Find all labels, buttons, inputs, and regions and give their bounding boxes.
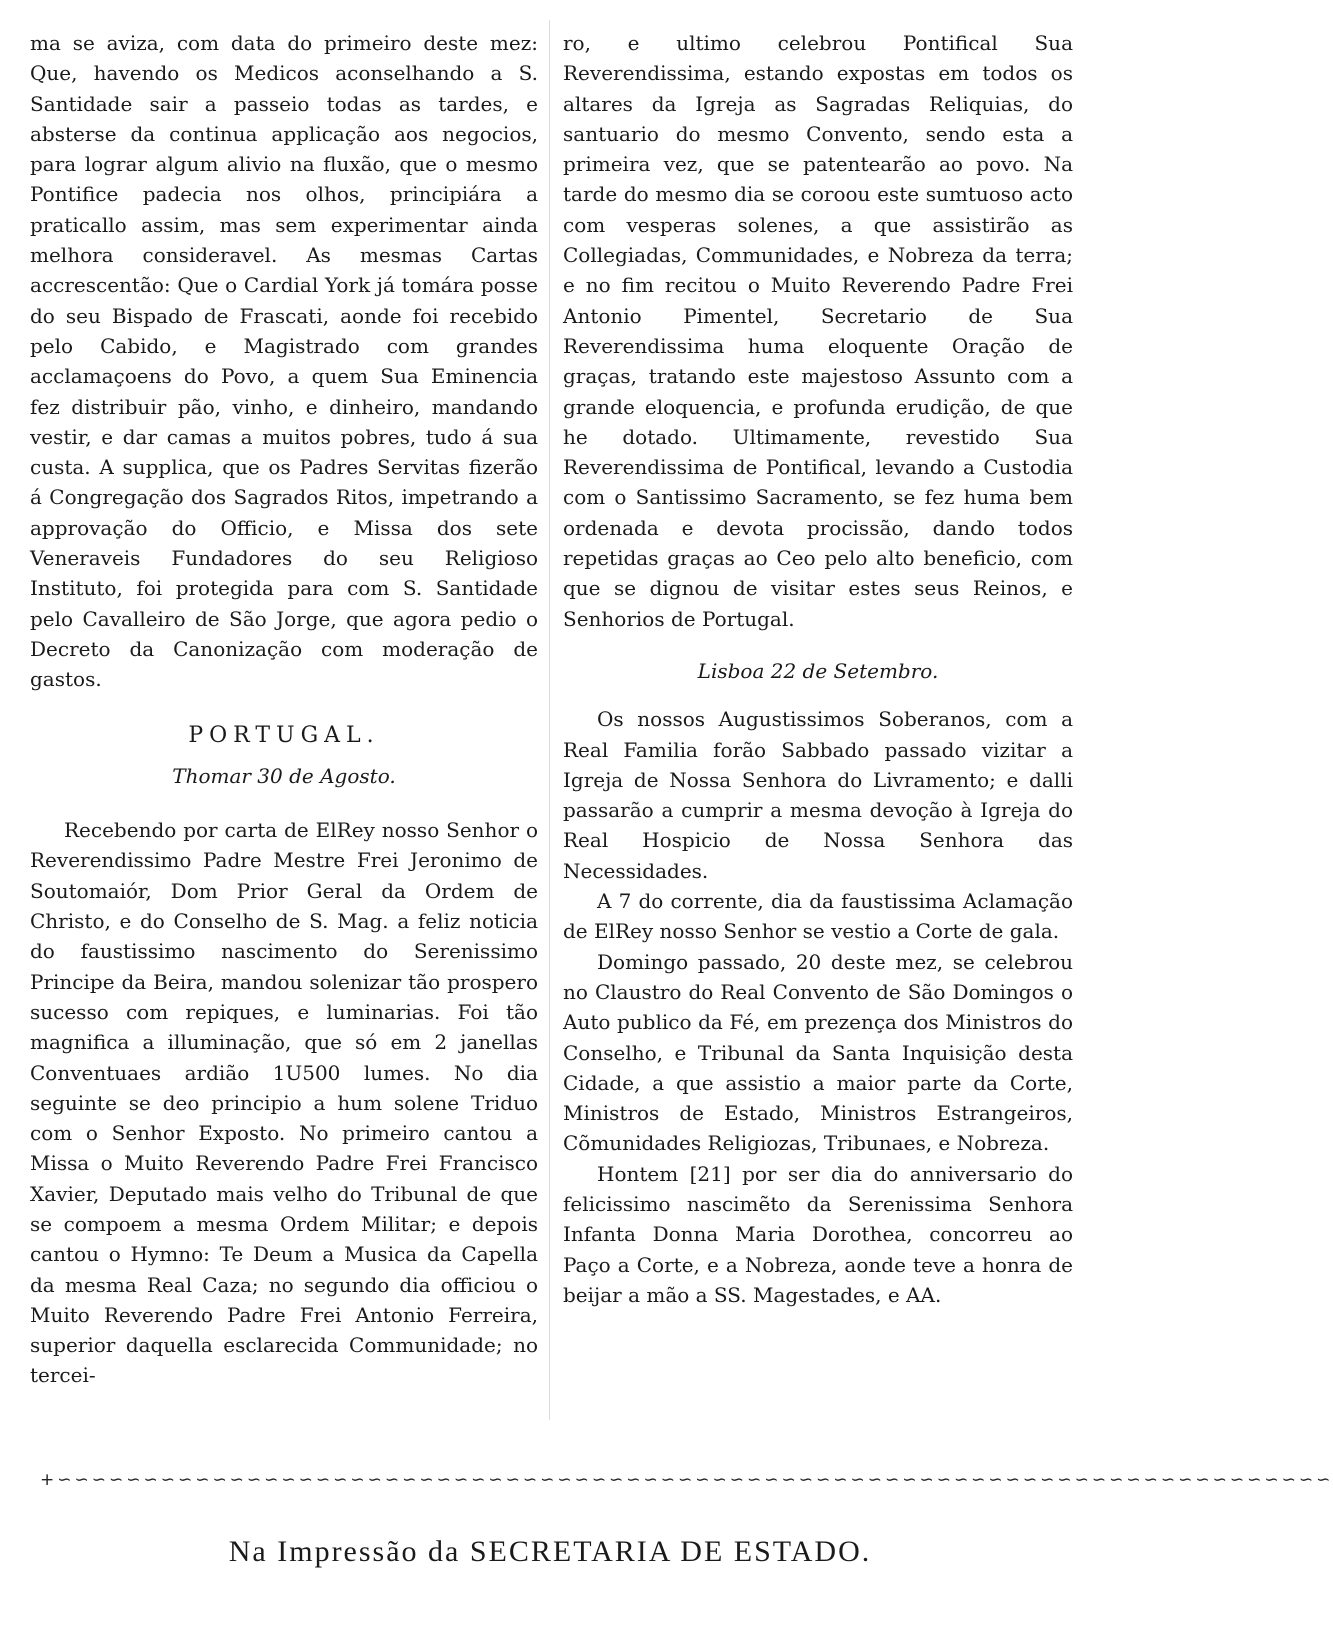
section-heading-portugal: PORTUGAL. [188,722,380,748]
thomar-report-continuation: ro, e ultimo celebrou Pontifical Sua Reverendissima, estando expostas em todos os altares da Igreja as Sagradas Reliquias, do santuario do mesmo Convento, sendo esta a primeira vez, que se patentearão ao povo. Na tarde do mesmo dia se coroou este sumtuoso acto com vesperas solenes, a que assistirão as Collegiadas, Communidades, e Nobreza da terra; e no fim recitou o Muito Reverendo Padre Frei Antonio Pimentel, Secretario de Sua Reverendissima huma eloquente Oração de graças, tratando este majestoso Assunto com a grande eloquencia, e profunda erudição, de que he dotado. Ultimamente, revestido Sua Reverendissima de Pontifical, levando a Custodia com o Santissimo Sacramento, se fez huma bem ordenada e devota procissão, dando todos repetidas graças ao Ceo pelo alto beneficio, com que se dignou de visitar estes seus Reinos, e Senhorios de Portugal. [563,31,1073,631]
lisboa-paragraph-anniversary: Hontem [21] por ser dia do anniversario do felicissimo nascimẽto da Serenissima Senhora Infanta Donna Maria Dorothea, concorreu ao Paço a Corte, e a Nobreza, aonde teve a honra de beijar a mão a SS. Magestades, e AA. [563,1161,1073,1307]
right-column [563,28,1073,1310]
dateline-thomar: Thomar 30 de Agosto. [172,763,396,788]
column-divider [549,20,550,1420]
thomar-report-paragraph: Recebendo por carta de ElRey nosso Senhor o Reverendissimo Padre Mestre Frei Jeronimo de Soutomaiór, Dom Prior Geral da Ordem de Christo, e do Conselho de S. Mag. a feliz noticia do faustissimo nascimento do Serenissimo Principe da Beira, mandou solenizar tão prospero sucesso com repiques, e luminarias. Foi tão magnifica a illuminação, que só em 2 janellas Conventuaes ardião 1U500 lumes. No dia seguinte se deo principio a hum solene Triduo com o Senhor Exposto. No primeiro cantou a Missa o Muito Reverendo Padre Frei Francisco Xavier, Deputado mais velho do Tribunal de que se compoem a mesma Ordem Militar; e depois cantou o Hymno: Te Deum a Musica da Capella da mesma Real Caza; no segundo dia officiou o Muito Reverendo Padre Frei Antonio Ferreira, superior daquella esclarecida Communidade; no tercei- [30,818,538,1388]
left-column [30,28,538,1391]
lisboa-paragraph-sovereigns: Os nossos Augustissimos Soberanos, com a Real Familia forão Sabbado passado vizitar a Igreja de Nossa Senhora do Livramento; e dalli passarão a cumprir a mesma devoção à Igreja do Real Hospicio de Nossa Senhora das Necessidades. [563,707,1073,883]
rome-report-paragraph: ma se aviza, com data do primeiro deste mez: Que, havendo os Medicos aconselhando a S. Santidade sair a passeio todas as tardes, e absterse da continua applicação aos negocios, para lograr algum alivio na fluxão, que o mesmo Pontifice padecia nos olhos, principiára a praticallo assim, mas sem experimentar ainda melhora consideravel. As mesmas Cartas accrescentão: Que o Cardial York já tomára posse do seu Bispado de Frascati, aonde foi recebido pelo Cabido, e Magistrado com grandes acclamaçoens do Povo, a quem Sua Eminencia fez distribuir pão, vinho, e dinheiro, mandando vestir, e dar camas a muitos pobres, tudo á sua custa. A supplica, que os Padres Servitas fizerão á Congregação dos Sagrados Ritos, impetrando a approvação do Officio, e Missa dos sete Veneraveis Fundadores do seu Religioso Instituto, foi protegida para com S. Santidade pelo Cavalleiro de São Jorge, que agora pedio o Decreto da Canonização com moderação de gastos. [30,31,538,692]
dateline-lisboa: Lisboa 22 de Setembro. [697,658,939,683]
lisboa-paragraph-auto-da-fe: Domingo passado, 20 deste mez, se celebrou no Claustro do Real Convento de São Domingos o Auto publico da Fé, em prezença dos Ministros do Conselho, e Tribunal da Santa Inquisição desta Cidade, a que assistio a maior parte da Corte, Ministros de Estado, Ministros Estrangeiros, Cõmunidades Religiozas, Tribunaes, e Nobreza. [563,949,1073,1156]
lisboa-paragraph-aclamacao: A 7 do corrente, dia da faustissima Aclamação de ElRey nosso Senhor se vestio a Corte de gala. [563,889,1073,944]
printer-imprint: Na Impressão da SECRETARIA DE ESTADO. [228,1535,872,1568]
ornamental-rule: +∽∽∽∽∽∽∽∽∽∽∽∽∽∽∽∽∽∽∽∽∽∽∽∽∽∽∽∽∽∽∽∽∽∽∽∽∽∽∽∽∽∽∽∽∽∽∽∽∽∽∽∽∽∽∽∽∽∽∽∽∽∽∽∽∽∽∽∽∽∽∽∽∽∽ [40,1470,1333,1490]
